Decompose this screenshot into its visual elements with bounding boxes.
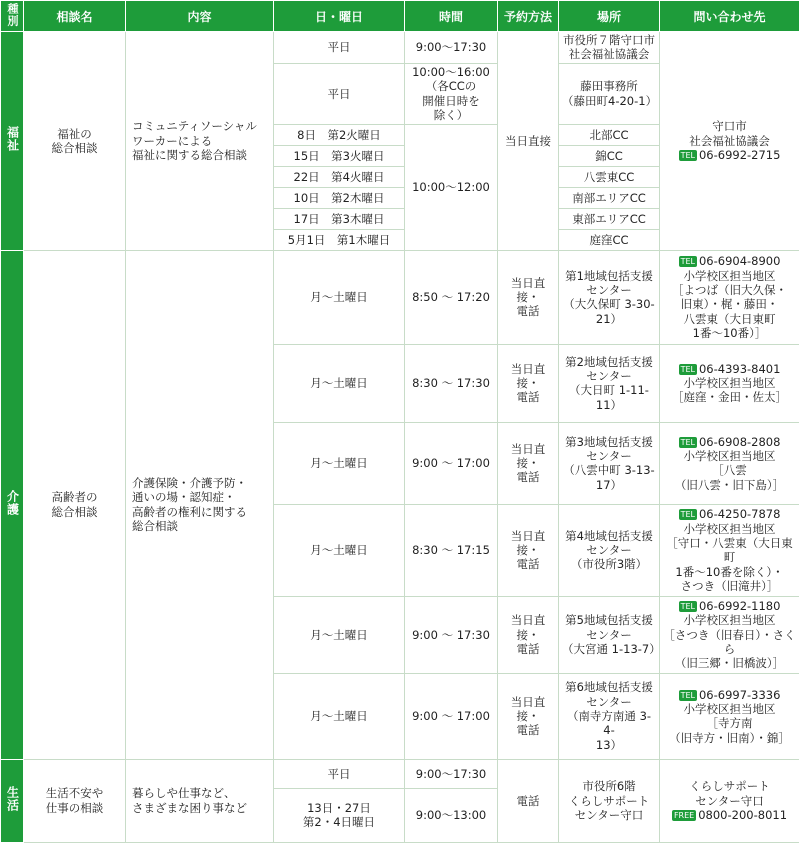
day-cell: 月～土曜日 [274,596,405,673]
reservation-cell: 当日直接・ 電話 [498,596,559,673]
table-row [1,32,799,64]
consult-name: 生活不安や 仕事の相談 [24,759,126,842]
phone-icon: TEL [680,437,695,447]
freedial-icon: FREE [673,810,695,820]
header-row [1,1,799,32]
day-cell: 月～土曜日 [274,344,405,422]
contact-cell: TEL 06-6908-2808 小学校区担当地区 ［八雲 （旧八雲・旧下島）］ [660,422,799,504]
phone-icon: TEL [680,151,695,161]
reservation-cell: 当日直接・ 電話 [498,344,559,422]
table-row [1,759,799,788]
day-cell: 17日 第3木曜日 [274,208,405,229]
place-cell: 南部エリアCC [559,187,660,208]
time-cell: 9:00～17:30 [405,32,498,64]
time-cell: 8:30 ～ 17:15 [405,504,498,596]
time-cell: 9:00～17:30 [405,759,498,788]
place-cell: 第3地域包括支援 センター （八雲中町 3-13- 17） [559,422,660,504]
time-cell: 9:00～13:00 [405,788,498,842]
header-reservation: 予約方法 [498,1,559,32]
day-cell: 8日 第2火曜日 [274,124,405,145]
time-cell: 9:00 ～ 17:30 [405,596,498,673]
day-cell: 15日 第3火曜日 [274,145,405,166]
place-cell: 市役所７階守口市 社会福祉協議会 [559,32,660,64]
day-cell: 月～土曜日 [274,422,405,504]
reservation-cell: 当日直接・ 電話 [498,504,559,596]
category-seikatsu: 生活 [1,759,24,842]
day-cell: 13日・27日 第2・4日曜日 [274,788,405,842]
phone-icon: TEL [680,510,695,520]
place-cell: 錦CC [559,145,660,166]
reservation-cell: 当日直接・ 電話 [498,250,559,344]
consult-name: 高齢者の 総合相談 [24,250,126,759]
header-contact: 問い合わせ先 [660,1,799,32]
freedial-number: 0800-200-8011 [698,807,788,822]
place-cell: 八雲東CC [559,166,660,187]
day-cell: 月～土曜日 [274,504,405,596]
header-place: 場所 [559,1,660,32]
phone-icon: TEL [680,601,695,611]
day-cell: 22日 第4火曜日 [274,166,405,187]
contact-cell: TEL 06-4250-7878 小学校区担当地区 ［守口・八雲東（大日東町 1番～10番を除く）・ さつき（旧滝井）］ [660,504,799,596]
time-cell: 9:00 ～ 17:00 [405,422,498,504]
time-cell: 10:00～12:00 [405,124,498,250]
phone-number: 06-6904-8900 [698,254,781,269]
category-fukushi: 福祉 [1,32,24,251]
day-cell: 平日 [274,32,405,64]
day-cell: 平日 [274,759,405,788]
day-cell: 月～土曜日 [274,673,405,759]
time-cell: 8:30 ～ 17:30 [405,344,498,422]
contact-cell: TEL 06-6904-8900 小学校区担当地区 ［よつば（旧大久保・ 旧東）・梶・藤田・ 八雲東（大日東町 1番～10番）］ [660,250,799,344]
day-cell: 平日 [274,63,405,124]
contact-cell: TEL 06-6992-1180 小学校区担当地区 ［さつき（旧春日）・さくら （旧三郷・旧橋波）］ [660,596,799,673]
place-cell: 第1地域包括支援 センター （大久保町 3-30- 21） [559,250,660,344]
place-cell: 庭窪CC [559,229,660,250]
contact-cell: TEL 06-4393-8401 小学校区担当地区 ［庭窪・金田・佐太］ [660,344,799,422]
place-cell: 北部CC [559,124,660,145]
consult-content: 介護保険・介護予防・ 通いの場・認知症・ 高齢者の権利に関する 総合相談 [126,250,274,759]
place-cell: 市役所6階 くらしサポート センター守口 [559,759,660,842]
contact-cell: TEL 06-6997-3336 小学校区担当地区 ［寺方南 （旧寺方・旧南）・錦］ [660,673,799,759]
contact-cell: 守口市 社会福祉協議会 TEL 06-6992-2715 [660,32,799,251]
header-name: 相談名 [24,1,126,32]
consult-content: 暮らしや仕事など、 さまざまな困り事など [126,759,274,842]
phone-icon: TEL [680,257,695,267]
day-cell: 月～土曜日 [274,250,405,344]
phone-number: 06-6992-1180 [698,598,781,613]
phone-number: 06-4393-8401 [698,361,781,376]
phone-icon: TEL [680,690,695,700]
place-cell: 第5地域包括支援 センター （大宮通 1-13-7） [559,596,660,673]
phone-number: 06-6997-3336 [698,687,781,702]
header-category: 種別 [1,1,24,32]
place-cell: 第6地域包括支援 センター （南寺方南通 3-4- 13） [559,673,660,759]
header-content: 内容 [126,1,274,32]
reservation-cell: 当日直接・ 電話 [498,673,559,759]
time-cell: 8:50 ～ 17:20 [405,250,498,344]
table-row [1,250,799,344]
consult-name: 福祉の 総合相談 [24,32,126,251]
phone-icon: TEL [680,364,695,374]
day-cell: 10日 第2木曜日 [274,187,405,208]
time-cell: 9:00 ～ 17:00 [405,673,498,759]
category-kaigo: 介護 [1,250,24,759]
phone-number: 06-6908-2808 [698,434,781,449]
place-cell: 東部エリアCC [559,208,660,229]
phone-number: 06-6992-2715 [698,148,781,163]
reservation-cell: 当日直接 [498,32,559,251]
reservation-cell: 電話 [498,759,559,842]
place-cell: 藤田事務所 （藤田町4-20-1） [559,63,660,124]
phone-number: 06-4250-7878 [698,507,781,522]
contact-cell: くらしサポート センター守口 FREE 0800-200-8011 [660,759,799,842]
place-cell: 第2地域包括支援 センター （大日町 1-11- 11） [559,344,660,422]
day-cell: 5月1日 第1木曜日 [274,229,405,250]
place-cell: 第4地域包括支援 センター （市役所3階） [559,504,660,596]
header-day: 日・曜日 [274,1,405,32]
header-time: 時間 [405,1,498,32]
reservation-cell: 当日直接・ 電話 [498,422,559,504]
consult-content: コミュニティソーシャル ワーカーによる 福祉に関する総合相談 [126,32,274,251]
time-cell: 10:00～16:00 （各CCの 開催日時を 除く） [405,63,498,124]
